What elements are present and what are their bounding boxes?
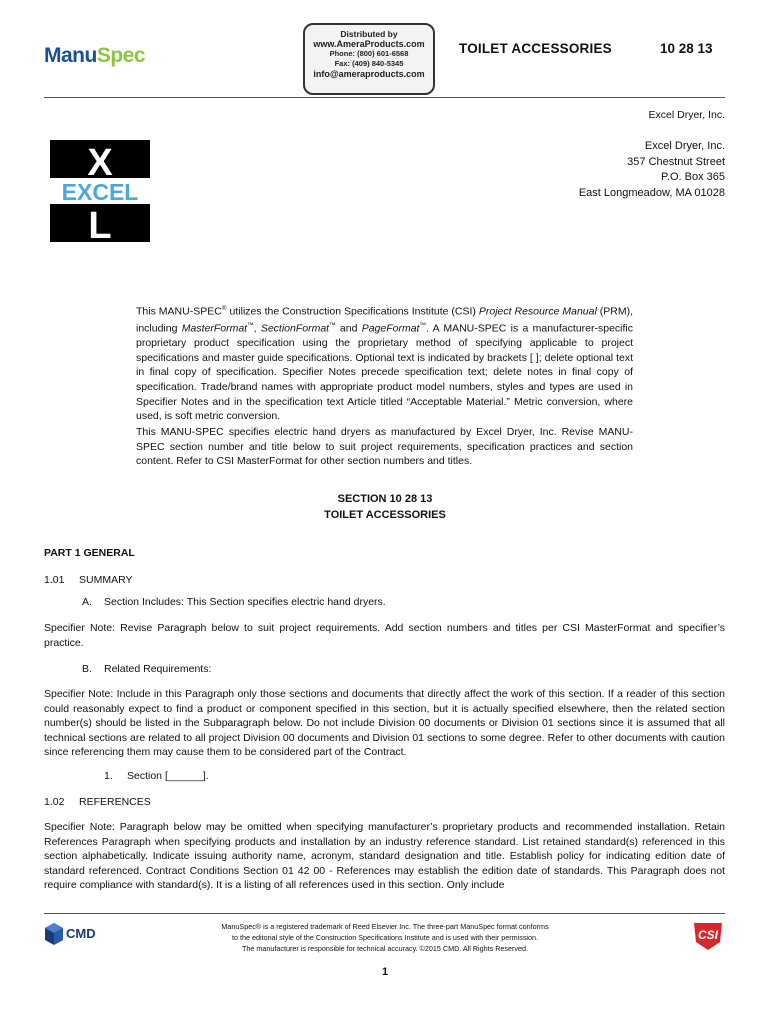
distributor-stamp <box>303 23 435 95</box>
footer-rule <box>44 913 725 914</box>
header-company: Excel Dryer, Inc. <box>648 109 725 121</box>
references-number: 1.02 <box>44 796 65 808</box>
cmd-logo-text: CMD <box>66 926 96 941</box>
header-section-number: 10 28 13 <box>660 41 713 56</box>
specifier-note-2: Specifier Note: Include in this Paragraph only those sections and documents that directly affect the work of this section. If a reader of this section could reasonably expect to find a product or component specified in this section, but it is actually specified elsewhere, then the related section number(s) should be listed in the Subparagraph below. Do not include Division 00 documents or Division 01 sections since it is assumed that all technical sections are related to all project Division 00 documents and Division 01 sections to some degree. Refer to other documents with caution since referencing them may cause them to be considered part of the Contract. <box>44 688 725 759</box>
footer-disclaimer <box>175 921 595 954</box>
excel-logo-x: X <box>87 142 113 184</box>
excel-logo <box>50 140 150 242</box>
header-rule <box>44 97 725 98</box>
summary-title: SUMMARY <box>79 574 133 586</box>
distributor-phone: Phone: (800) 601-6568 <box>329 49 409 58</box>
para-a-text: Section Includes: This Section specifies electric hand dryers. <box>104 596 386 608</box>
logo-manu-text: Manu <box>44 44 97 67</box>
csi-logo <box>690 920 726 952</box>
section-heading-title: TOILET ACCESSORIES <box>324 509 446 521</box>
cmd-cube-icon <box>44 922 64 946</box>
summary-number: 1.01 <box>44 574 65 586</box>
excel-logo-l: L <box>88 205 112 242</box>
section-heading <box>0 491 770 523</box>
footer-line-1: ManuSpec® is a registered trademark of Reed Elsevier Inc. The three-part ManuSpec format conforms <box>221 922 549 931</box>
logo-spec-text: Spec <box>96 44 146 67</box>
item1-label: 1. <box>104 770 113 782</box>
item1-text: Section [______]. <box>127 770 209 782</box>
footer-line-3: The manufacturer is responsible for technical accuracy. ©2015 CMD. All Rights Reserved. <box>242 944 528 953</box>
company-address <box>579 139 725 201</box>
para-a-label: A. <box>82 596 92 608</box>
header-section-title: TOILET ACCESSORIES <box>459 41 612 56</box>
cmd-logo <box>44 922 104 948</box>
page-number: 1 <box>381 966 389 978</box>
address-city: East Longmeadow, MA 01028 <box>578 186 725 199</box>
distributor-email: info@ameraproducts.com <box>313 69 425 79</box>
specifier-note-3: Specifier Note: Paragraph below may be omitted when specifying manufacturer’s proprietary products and recommended installation. Retain References Paragraph when specifying products and installation by an industry reference standard. List retained standard(s) referenced in this section alphabetically. Indicate issuing authority name, acronym, standard designation and title. Establish policy for indicating edition date of standard referenced. Contract Conditions Section 01 42 00 - References may establish the edition date of standards. This Paragraph does not require compliance with standard(s). It is a listing of all references used in this section. Only include <box>44 821 725 892</box>
para-b-label: B. <box>82 663 92 675</box>
manuspec-logo <box>44 44 145 68</box>
distributor-website: www.AmeraProducts.com <box>313 39 425 49</box>
distributor-line1: Distributed by <box>340 29 398 39</box>
footer-line-2: to the editorial style of the Construction Specifications Institute and is used with their permission. <box>231 933 539 942</box>
para-b-text: Related Requirements: <box>104 663 212 675</box>
distributor-fax: Fax: (409) 840-5345 <box>334 59 404 68</box>
intro-paragraph-2: This MANU-SPEC specifies electric hand dryers as manufactured by Excel Dryer, Inc. Revise MANU-SPEC section number and title below to suit project requirements, specification practices and section content. Refer to CSI MasterFormat for other section numbers and titles. <box>136 426 633 468</box>
address-street: 357 Chestnut Street <box>627 155 725 168</box>
intro-paragraph-1: This MANU-SPEC® utilizes the Construction Specifications Institute (CSI) Project Resource Manual (PRM), including MasterFormat™, SectionFormat™ and PageFormat™. A MANU-SPEC is a manufacturer-specific proprietary product specification using the proprietary method of specifying applicable to project specifications and master guide specifications. Optional text is indicated by brackets [ ]; delete optional text in final copy of specification. Specifier Notes precede specification text; delete notes in final copy of specification. Trade/brand names with appropriate product model numbers, styles and types are used in Specifier Notes and in the specification text Article titled “Acceptable Material.” Metric conversion, where used, is soft metric conversion. <box>136 305 633 423</box>
excel-logo-word: EXCEL <box>61 179 139 205</box>
address-po-box: P.O. Box 365 <box>660 171 725 183</box>
part1-heading: PART 1 GENERAL <box>44 547 135 559</box>
references-title: REFERENCES <box>79 796 151 808</box>
address-name: Excel Dryer, Inc. <box>644 140 725 152</box>
csi-shield-icon <box>690 920 726 952</box>
specifier-note-1: Specifier Note: Revise Paragraph below to suit project requirements. Add section numbers and titles per CSI MasterFormat and specifier’s practice. <box>44 622 725 649</box>
csi-logo-text: CSI <box>697 928 719 942</box>
section-heading-number: SECTION 10 28 13 <box>337 493 433 505</box>
